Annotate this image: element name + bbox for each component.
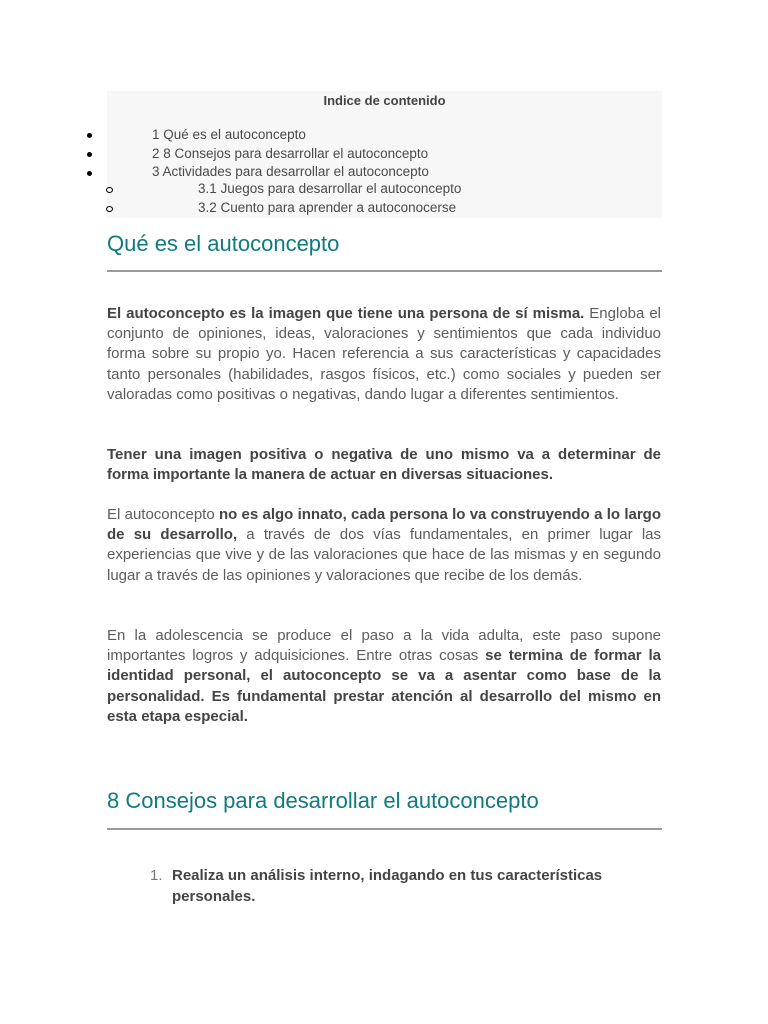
- impact-bold: Tener una imagen positiva o negativa de uno mismo va a determinar de forma importante la manera de actuar en diversas situaciones.: [107, 446, 661, 484]
- paragraph-definition: [107, 304, 661, 405]
- heading-que-es: Qué es el autoconcepto: [107, 231, 340, 256]
- definition-text: Engloba el conjunto de opiniones, ideas, valoraciones y sentimientos que cada individuo forma sobre su propio yo. Hacen referencia a sus características y capacidades tanto personales (habilidades, rasgos físicos, etc.) como sociales y pueden ser valoradas como positivas o negativas, dando lugar a diferentes sentimientos.: [107, 305, 661, 403]
- heading-rule-2: [107, 828, 662, 830]
- toc-sublink-1[interactable]: 3.1 Juegos para desarrollar el autoconcepto: [198, 181, 462, 196]
- construction-bold: no es algo innato, cada persona lo va construyendo a lo largo de su desarrollo,: [107, 506, 661, 544]
- toc-link-1[interactable]: 1 Qué es el autoconcepto: [152, 127, 306, 142]
- toc-bullet-2: [87, 152, 92, 157]
- toc-subbullet-2: [106, 206, 113, 212]
- paragraph-adolescence: [107, 626, 661, 727]
- toc-sublink-2[interactable]: 3.2 Cuento para aprender a autoconocerse: [198, 200, 457, 215]
- list-item-text: Realiza un análisis interno, indagando en tus características personales.: [172, 867, 603, 905]
- toc-title: Indice de contenido: [323, 93, 446, 108]
- toc-bullet-3: [87, 171, 92, 176]
- definition-bold: El autoconcepto es la imagen que tiene una persona de sí misma.: [107, 305, 585, 322]
- paragraph-construction: [107, 505, 661, 586]
- heading-consejos: 8 Consejos para desarrollar el autoconcepto: [107, 788, 539, 813]
- adolescence-start: En la adolescencia se produce el paso a la vida adulta, este paso supone importantes logros y adquisiciones. Entre otras cosas: [107, 627, 661, 665]
- heading-rule-1: [107, 270, 662, 272]
- construction-text: a través de dos vías fundamentales, en primer lugar las experiencias que vive y de las valoraciones que hace de las mismas y en segundo lugar a través de las opiniones y valoraciones que recibe de los demás.: [107, 526, 661, 584]
- paragraph-impact: [107, 445, 661, 485]
- construction-start: El autoconcepto: [107, 506, 219, 523]
- toc-subbullet-1: [106, 187, 113, 193]
- list-item-number: 1.: [150, 867, 163, 884]
- toc-link-2[interactable]: 2 8 Consejos para desarrollar el autoconcepto: [152, 146, 429, 161]
- adolescence-bold: se termina de formar la identidad personal, el autoconcepto se va a asentar como base de la personalidad. Es fundamental prestar atención al desarrollo del mismo en esta etapa especial.: [107, 647, 661, 725]
- toc-link-3[interactable]: 3 Actividades para desarrollar el autoconcepto: [152, 164, 429, 179]
- toc-bullet-1: [87, 133, 92, 138]
